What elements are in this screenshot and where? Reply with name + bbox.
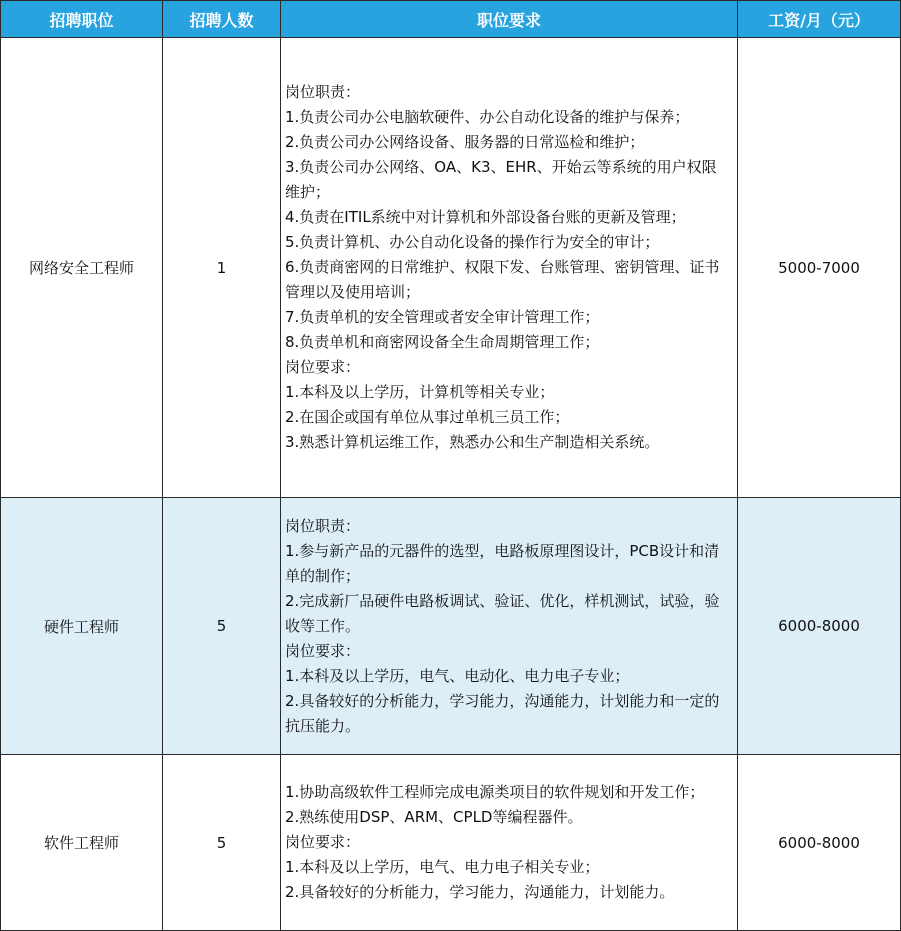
table-row [1,38,901,498]
cell-count: 1 [163,38,281,498]
requirement-line: 2.在国企或国有单位从事过单机三员工作； [285,408,570,426]
requirement-line: 2.熟练使用DSP、ARM、CPLD等编程器件。 [285,808,583,826]
requirement-line: 8.负责单机和商密网设备全生命周期管理工作； [285,333,600,351]
requirement-line: 岗位职责： [285,516,361,535]
requirement-line: 岗位职责： [285,83,361,101]
requirement-line: 2.具备较好的分析能力，学习能力，沟通能力，计划能力。 [285,883,675,901]
requirement-line: 1.本科及以上学历，电气、电动化、电力电子专业； [285,666,630,685]
requirement-line: 1.负责公司办公电脑软硬件、办公自动化设备的维护与保养； [285,108,690,126]
header-requirements: 职位要求 [281,1,738,38]
cell-salary: 6000-8000 [738,755,901,931]
cell-requirements [281,498,738,755]
requirement-line: 3.熟悉计算机运维工作，熟悉办公和生产制造相关系统。 [285,433,660,451]
header-position: 招聘职位 [1,1,163,38]
header-count: 招聘人数 [163,1,281,38]
requirement-line: 1.本科及以上学历，计算机等相关专业； [285,383,555,401]
requirement-line: 2.具备较好的分析能力，学习能力，沟通能力，计划能力和一定的抗压能力。 [285,691,720,735]
requirement-line: 7.负责单机的安全管理或者安全审计管理工作； [285,308,600,326]
cell-salary: 6000-8000 [738,498,901,755]
requirement-line: 岗位要求： [285,641,361,660]
requirement-line: 岗位要求： [285,358,361,376]
cell-requirements [281,38,738,498]
table-body [1,38,901,931]
table-row [1,498,901,755]
cell-count: 5 [163,498,281,755]
table-header-row [1,1,901,38]
cell-position: 网络安全工程师 [1,38,163,498]
requirement-line: 1.参与新产品的元器件的选型，电路板原理图设计，PCB设计和清单的制作； [285,541,720,585]
requirement-line: 6.负责商密网的日常维护、权限下发、台账管理、密钥管理、证书管理以及使用培训； [285,258,720,301]
requirement-line: 5.负责计算机、办公自动化设备的操作行为安全的审计； [285,233,660,251]
requirement-line: 1.协助高级软件工程师完成电源类项目的软件规划和开发工作； [285,783,705,801]
table-row [1,755,901,931]
cell-requirements [281,755,738,931]
cell-position: 硬件工程师 [1,498,163,755]
requirement-line: 2.负责公司办公网络设备、服务器的日常巡检和维护； [285,133,645,151]
requirement-line: 岗位要求： [285,833,361,851]
requirement-line: 4.负责在ITIL系统中对计算机和外部设备台账的更新及管理； [285,208,686,226]
header-salary: 工资/月（元） [738,1,901,38]
cell-position: 软件工程师 [1,755,163,931]
cell-salary: 5000-7000 [738,38,901,498]
cell-count: 5 [163,755,281,931]
requirement-line: 3.负责公司办公网络、OA、K3、EHR、开始云等系统的用户权限维护； [285,158,717,201]
requirement-line: 1.本科及以上学历，电气、电力电子相关专业； [285,858,600,876]
requirement-line: 2.完成新厂品硬件电路板调试、验证、优化，样机测试，试验，验收等工作。 [285,591,720,635]
